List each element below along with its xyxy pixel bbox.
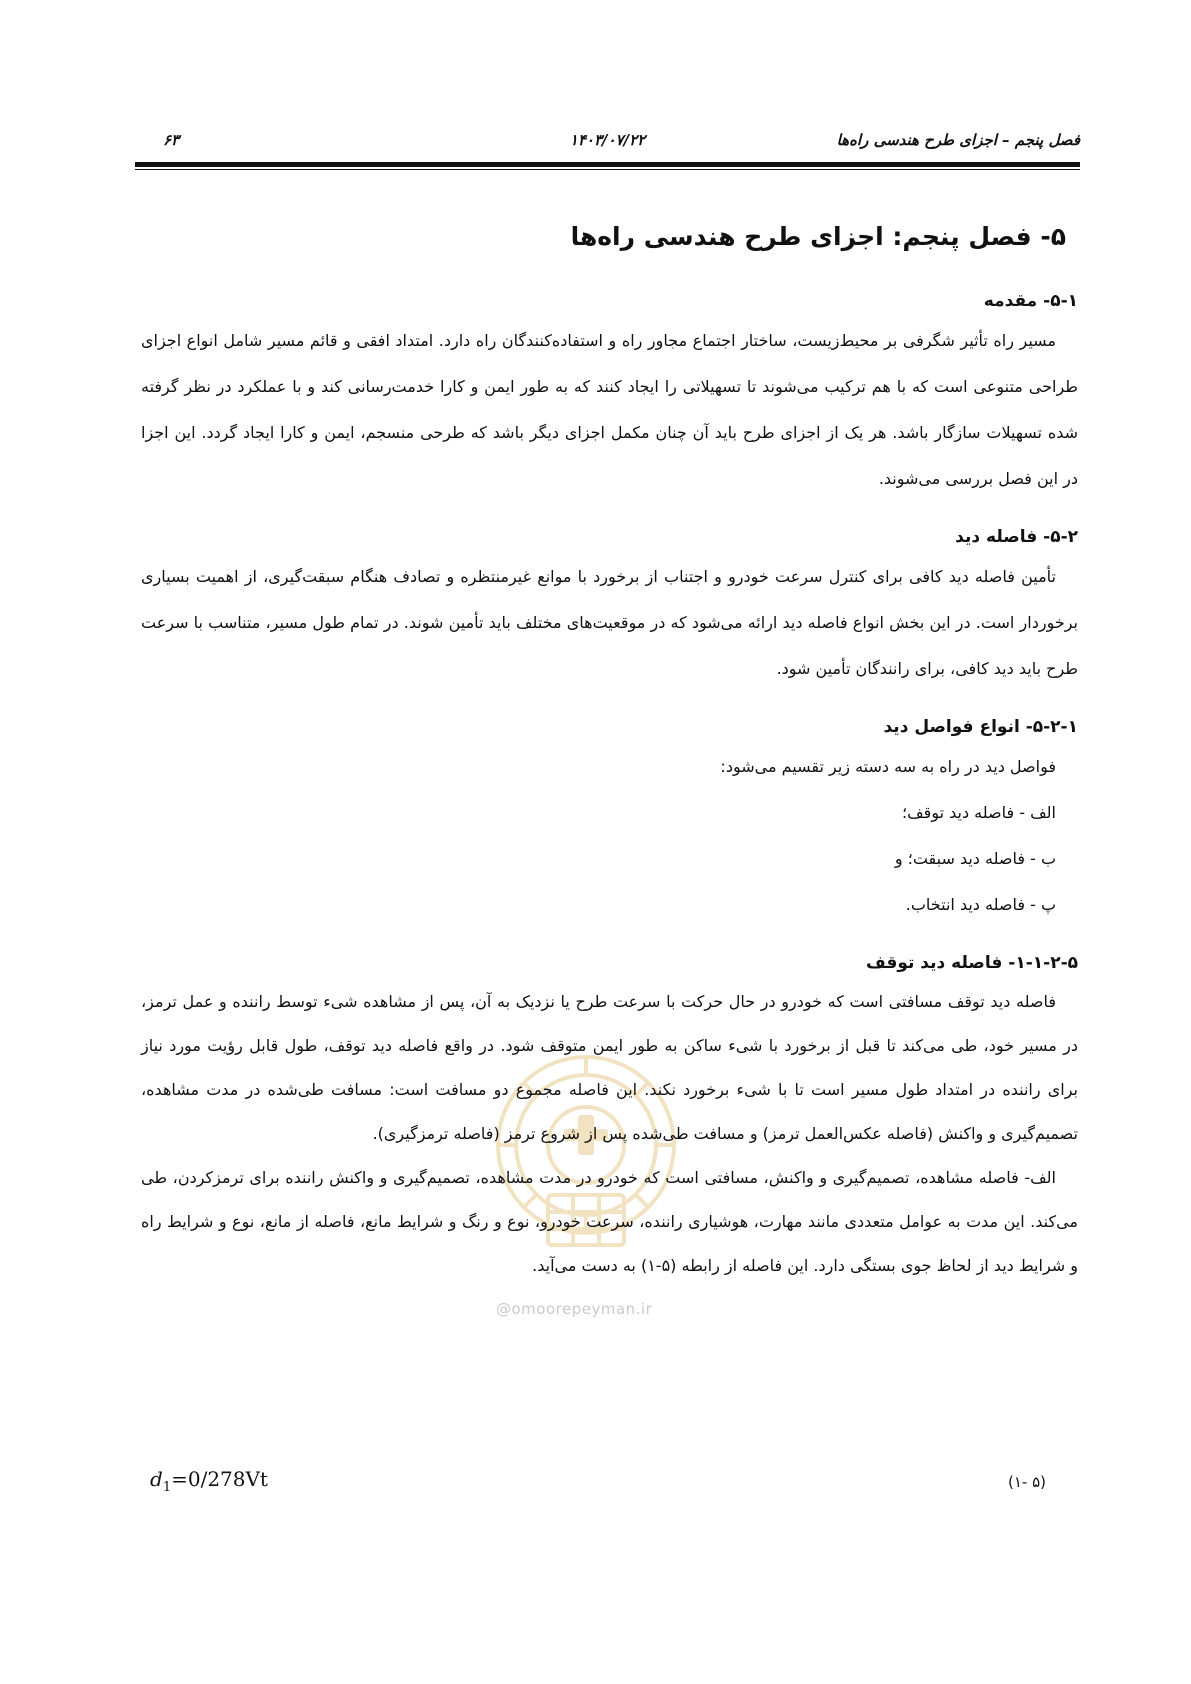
list-item: ب - فاصله دید سبقت؛ و (894, 849, 1056, 868)
main-content (141, 212, 1078, 1288)
list-intro: فواصل دید در راه به سه دسته زیر تقسیم می‌شود: (720, 757, 1056, 776)
list-item: الف - فاصله دید توقف؛ (902, 803, 1056, 822)
section-heading-introduction: ۵-۱- مقدمه (983, 291, 1078, 311)
stopping-sight-distance-paragraph: فاصله دید توقف مسافتی است که خودرو در حال حرکت با سرعت طرح یا نزدیک به آن، پس از مشاهده شیء توسط راننده و عمل ترمز، در مسیر خود، طی می‌کند تا قبل از برخورد با شیء ساکن به طور ایمن متوقف شود. در واقع فاصله دید توقف، طول قابل رؤیت مورد نیاز برای راننده در امتداد طول مسیر است تا با شیء برخورد نکند. این فاصله مجموع دو مسافت است: مسافت طی‌شده در مدت مشاهده، تصمیم‌گیری و واکنش (فاصله عکس‌العمل ترمز) و مسافت طی‌شده پس از شروع ترمز (فاصله ترمزگیری). (141, 992, 1078, 1143)
chapter-title: ۵- فصل پنجم: اجزای طرح هندسی راه‌ها (570, 222, 1066, 251)
equation-number: (۵ -۱) (1007, 1473, 1046, 1491)
reaction-distance-paragraph: الف- فاصله مشاهده، تصمیم‌گیری و واکنش، مسافتی است که خودرو در مدت مشاهده، تصمیم‌گیری و واکنش راننده برای ترمزکردن، طی می‌کند. این مدت به عوامل متعددی مانند مهارت، هوشیاری راننده، سرعت خودرو، نوع و رنگ و شرایط مانع، فاصله از مانع، نوع و شرایط راه و شرایط دید از لحاظ جوی بستگی دارد. این فاصله از رابطه (۵-۱) به دست می‌آید. (141, 1168, 1078, 1275)
equation-subscript: 1 (162, 1480, 172, 1495)
page-number: ۶۳ (163, 131, 180, 149)
header-rule-thin (135, 169, 1080, 170)
equation-symbol: d (150, 1467, 163, 1491)
watermark-text: @omoorepeyman.ir (496, 1300, 653, 1318)
section-heading-stopping-sight-distance: ۱-۱-۲-۵- فاصله دید توقف (865, 953, 1078, 973)
section-heading-sight-distance: ۵-۲- فاصله دید (955, 527, 1078, 547)
sight-distance-paragraph: تأمین فاصله دید کافی برای کنترل سرعت خودرو و اجتناب از برخورد با موانع غیرمنتظره و تصادف هنگام سبقت‌گیری، از اهمیت بسیاری برخوردار است. در این بخش انواع فاصله دید ارائه می‌شود که در موقعیت‌های مختلف باید تأمین شوند. در تمام طول مسیر، متناسب با سرعت طرح باید دید کافی، برای رانندگان تأمین شود. (141, 567, 1078, 678)
list-item: پ - فاصله دید انتخاب. (905, 895, 1056, 914)
header-chapter-title: فصل پنجم – اجزای طرح هندسی راه‌ها (836, 131, 1080, 149)
running-header (135, 131, 1080, 157)
section-heading-sight-distance-types: ۵-۲-۱- انواع فواصل دید (883, 717, 1078, 737)
equation-expression: =0/278Vt (171, 1467, 268, 1491)
introduction-paragraph: مسیر راه تأثیر شگرفی بر محیط‌زیست، ساختار اجتماع مجاور راه و استفاده‌کنندگان راه دارد. امتداد افقی و قائم مسیر شامل انواع اجزای طراحی متنوعی است که با هم ترکیب می‌شوند تا تسهیلاتی را ایجاد کنند که به طور ایمن و کارا خدمت‌رسانی کند و با عملکرد در نظر گرفته شده تسهیلات سازگار باشد. هر یک از اجزای طرح باید آن چنان مکمل اجزای دیگر باشد که طرحی منسجم، ایمن و کارا ایجاد گردد. این اجزا در این فصل بررسی می‌شوند. (141, 331, 1078, 488)
equation-row (150, 1467, 1062, 1501)
sight-distance-types-list (141, 744, 1078, 928)
header-rule (135, 162, 1080, 167)
header-date: ۱۴۰۳/۰۷/۲۲ (569, 131, 646, 149)
equation (150, 1467, 268, 1495)
